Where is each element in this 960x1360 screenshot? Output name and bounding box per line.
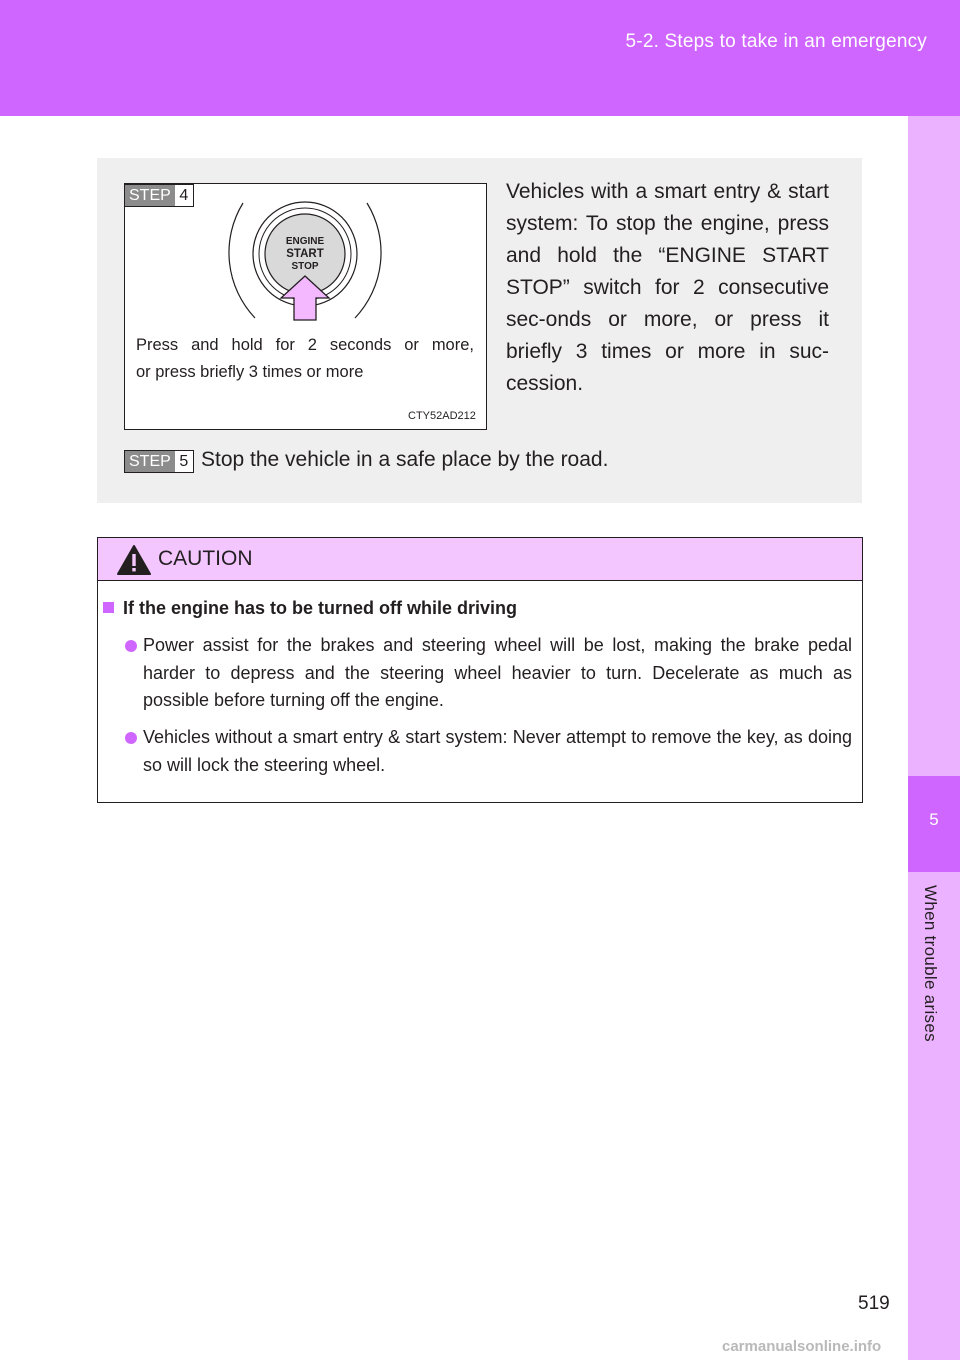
step-4-text: Vehicles with a smart entry & start system: To stop the engine, press and hold the “ENGINE START STOP” switch for 2 consecutive sec-onds or more, or press it briefly 3 times or more in suc-cession. [506, 180, 829, 395]
bullet-dot-icon [125, 640, 137, 652]
figure-caption-line-2: or press briefly 3 times or more [136, 363, 364, 381]
figure-code: CTY52AD212 [408, 410, 476, 422]
step-badge-number: 5 [179, 453, 189, 470]
button-text-engine: ENGINE [285, 236, 325, 247]
page-header [0, 0, 960, 116]
watermark: carmanualsonline.info [722, 1338, 882, 1355]
bullet-dot-icon [125, 732, 137, 744]
right-arc [355, 203, 381, 318]
engine-start-stop-button-illustration [215, 188, 395, 328]
square-bullet-icon [103, 602, 114, 613]
warning-triangle-icon [116, 544, 152, 576]
step-5-text: Stop the vehicle in a safe place by the road. [201, 448, 609, 471]
caution-item [125, 724, 852, 779]
caution-heading [103, 598, 517, 619]
button-text-stop: STOP [291, 261, 319, 272]
caution-item-text: Power assist for the brakes and steering wheel will be lost, making the brake pedal harder to depress and the steering wheel heavier to turn. Decelerate as much as possible before turning off the engine. [143, 635, 852, 710]
figure-caption [136, 332, 474, 386]
chapter-label: When trouble arises [921, 885, 940, 1042]
page-number: 519 [858, 1293, 890, 1314]
caution-item [125, 632, 852, 715]
figure-caption-line-1: Press and hold for 2 seconds or more, [136, 336, 474, 354]
caution-header [98, 538, 862, 581]
button-text-start: START [286, 248, 324, 260]
step-4-badge [124, 184, 194, 207]
step-badge-label: STEP [125, 451, 175, 472]
step-badge-number: 4 [179, 187, 189, 204]
chapter-side-tab [908, 116, 960, 1360]
chapter-number: 5 [929, 810, 939, 829]
step-badge-label: STEP [125, 185, 175, 206]
caution-heading-text: If the engine has to be turned off while driving [123, 598, 518, 618]
section-title: 5-2. Steps to take in an emergency [625, 31, 927, 52]
step-5-badge [124, 450, 194, 473]
left-arc [229, 203, 255, 318]
caution-item-text: Vehicles without a smart entry & start system: Never attempt to remove the key, as doing so will lock the steering wheel. [143, 727, 852, 775]
caution-title: CAUTION [158, 547, 253, 570]
